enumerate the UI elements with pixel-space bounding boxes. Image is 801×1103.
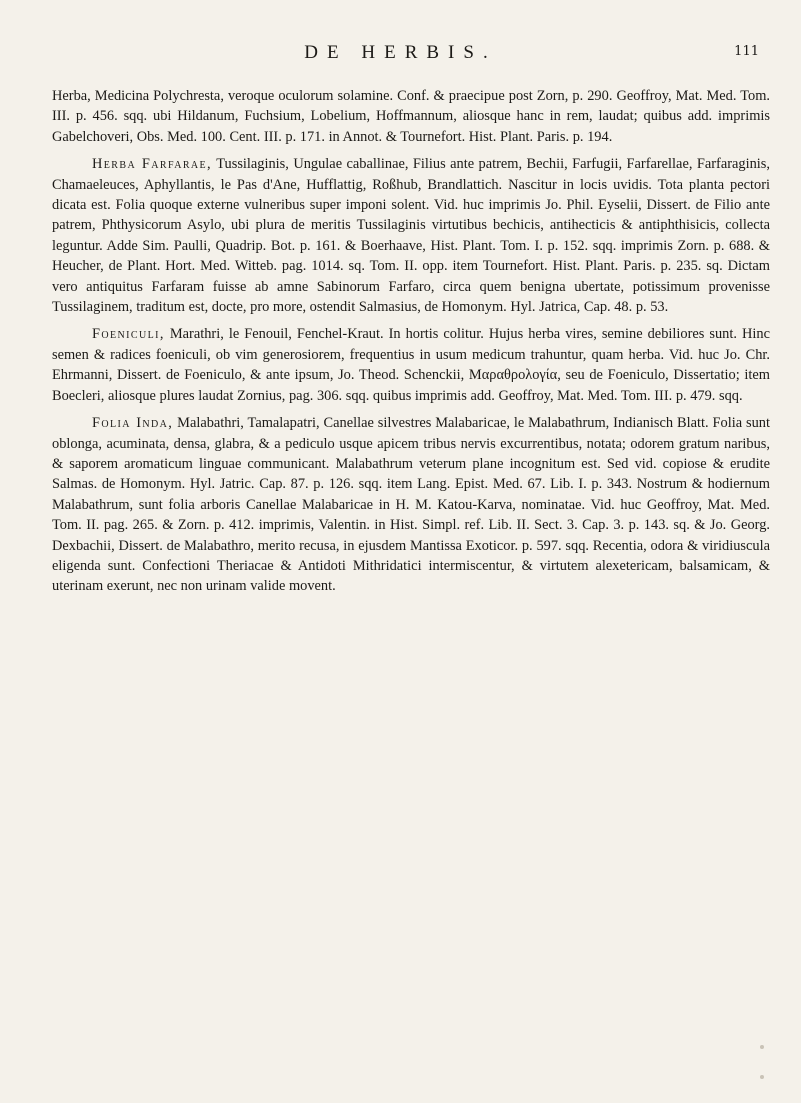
paragraph-text: Marathri, le Fenouil, Fenchel-Kraut. In hortis colitur. Hujus herba vires, semine debiliores sunt. Hinc semen & radices foeniculi, ob vim generosiorem, frequentius in usum medicum trahuntur, quam herba. Vid. huc Jo. Chr. Ehrmanni, Dissert. de Foeniculo, & ante ipsum, Jo. Theod. Schenckii, Μαραθρολογία, seu de Foeniculo, Dissertatio; item Boecleri, aliosque plures laudat Zornius, pag. 306. sqq. quibus imprimis add. Geoffroy, Mat. Med. Tom. III. p. 479. sqq.: [52, 326, 770, 404]
entry-heading: Folia Inda,: [92, 415, 174, 432]
page-number: 111: [734, 44, 759, 59]
entry-heading: Herba Farfarae,: [92, 156, 213, 173]
paragraph-herba-farfarae: [52, 154, 770, 317]
paragraph-folia-inda: [52, 413, 770, 597]
entry-heading: Foeniculi,: [92, 326, 165, 343]
body-text: [52, 86, 770, 600]
running-head: DE HERBIS.: [304, 42, 497, 63]
paragraph-text: Herba, Medicina Polychresta, veroque oculorum solamine. Conf. & praecipue post Zorn, p. 290. Geoffroy, Mat. Med. Tom. III. p. 456. sqq. ubi Hildanum, Fuchsium, Lobelium, Hoffmannum, aliosque hanc in rem, laudat; quibus add. imprimis Gabelchoveri, Obs. Med. 100. Cent. III. p. 171. in Annot. & Tournefort. Hist. Plant. Paris. p. 194.: [52, 88, 770, 145]
paper-spot: [760, 1075, 764, 1079]
paragraph-text: Malabathri, Tamalapatri, Canellae silvestres Malabaricae, le Malabathrum, Indianisch Blatt. Folia sunt oblonga, acuminata, densa, glabra, & a pediculo usque apicem tribus nervis excurrentibus, notata; odorem gratum naribus, & saporem aromaticum linguae communicant. Malabathrum veterum plane incognitum est. Sed vid. copiose & erudite Salmas. de Homonym. Hyl. Jatric. Cap. 87. p. 126. sqq. item Lang. Epist. Med. 67. Lib. I. p. 343. Nostrum & hodiernum Malabathrum, sunt folia arboris Canellae Malabaricae in H. M. Katou-Karva, nominatae. Vid. huc Geoffroy, Mat. Med. Tom. II. pag. 265. & Zorn. p. 412. imprimis, Valentin. in Hist. Simpl. ref. Lib. II. Sect. 3. Cap. 3. p. 143. sq. & Jo. Georg. Dexbachii, Dissert. de Malabathro, merito recusa, in ejusdem Mantissa Exoticor. p. 597. sqq. Recentia, odora & viridiuscula eligenda sunt. Confectioni Theriacae & Antidoti Mithridatici intermiscentur, & virtutem alexetericam, balsamicam, & uterinam exerunt, nec non urinam valide movent.: [52, 415, 770, 595]
paper-spot: [760, 1045, 764, 1049]
paragraph-foeniculi: [52, 324, 770, 406]
page-header: [0, 42, 801, 72]
paragraph-text: Tussilaginis, Ungulae caballinae, Filius ante patrem, Bechii, Farfugii, Farfarellae, Farfaraginis, Chamaeleuces, Aphyllantis, le Pas d'Ane, Hufflattig, Roßhub, Brandlattich. Nascitur in locis uvidis. Tota planta pectori dicata est. Folia quoque externe vulneribus super imponi solent. Vid. huc imprimis Jo. Phil. Eyselii, Dissert. de Filio ante patrem, Phthysicorum Asylo, ubi plura de meritis Tussilaginis virtutibus bechicis, antihecticis & antiphthisicis, collecta leguntur. Adde Sim. Paulli, Quadrip. Bot. p. 161. & Boerhaave, Hist. Plant. Tom. I. p. 152. sqq. imprimis Zorn. p. 688. & Heucher, de Plant. Hort. Med. Witteb. pag. 1014. sq. Tom. II. opp. item Tournefort. Hist. Plant. Paris. p. 235. sq. Dictam vero antiquitus Farfaram fuisse ab amne Sabinorum Farfaro, circa quem benigna ubertate, potissimum provenisse Tussilaginem, traditum est, docte, pro more, ostendit Salmasius, de Homonym. Hyl. Jatrica, Cap. 48. p. 53.: [52, 156, 770, 316]
paragraph-herba-medicina: [52, 86, 770, 147]
